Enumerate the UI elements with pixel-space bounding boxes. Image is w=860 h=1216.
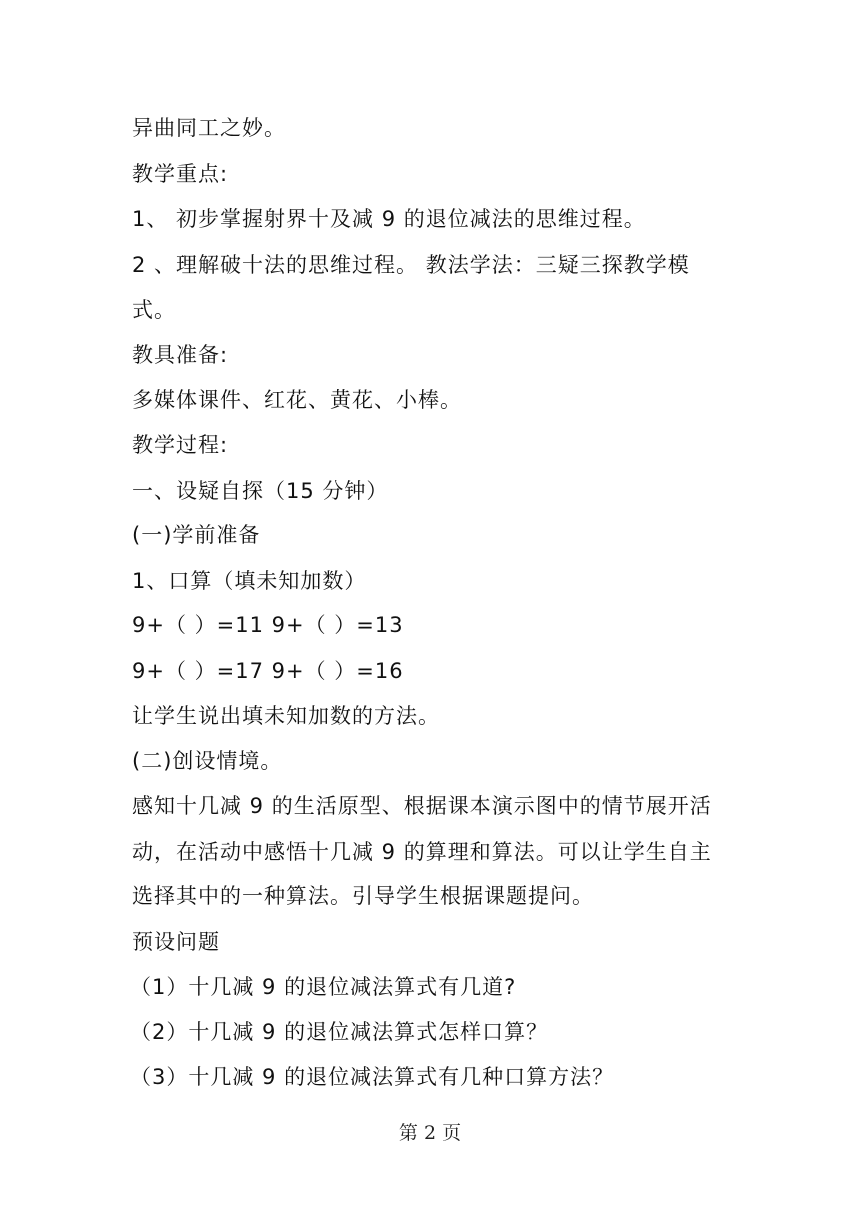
section-heading: 预设问题 <box>132 930 220 954</box>
subsection-heading: (二)创设情境。 <box>132 749 283 773</box>
question-item: （3）十几减 9 的退位减法算式有几种口算方法？ <box>130 1065 615 1089</box>
list-item: 1、口算（填未知加数） <box>132 569 367 593</box>
section-heading: 教学过程: <box>132 433 229 457</box>
paragraph-line: 感知十几减 9 的生活原型、根据课本演示图中的情节展开活 <box>132 794 712 818</box>
section-heading: 教具准备: <box>132 343 229 367</box>
page-number: 第 2 页 <box>398 1122 462 1144</box>
section-heading: 教学重点: <box>132 162 229 186</box>
text-line: 式。 <box>132 298 176 322</box>
equation-line: 9+（ ）=11 9+（ ）=13 <box>132 613 404 637</box>
section-heading: 一、设疑自探（15 分钟） <box>132 479 389 503</box>
subsection-heading: (一)学前准备 <box>132 523 261 547</box>
question-item: （2）十几减 9 的退位减法算式怎样口算？ <box>130 1020 549 1044</box>
paragraph-line: 选择其中的一种算法。引导学生根据课题提问。 <box>132 884 594 908</box>
list-item: 2 、理解破十法的思维过程。 教法学法：三疑三探教学模 <box>132 253 690 277</box>
equation-line: 9+（ ）=17 9+（ ）=16 <box>132 659 404 683</box>
text-line: 让学生说出填未知加数的方法。 <box>132 704 440 728</box>
text-line: 异曲同工之妙。 <box>132 116 286 140</box>
text-line: 多媒体课件、红花、黄花、小棒。 <box>132 388 462 412</box>
question-item: （1）十几减 9 的退位减法算式有几道? <box>130 975 517 999</box>
list-item: 1、 初步掌握射界十及减 9 的退位减法的思维过程。 <box>132 207 646 231</box>
paragraph-line: 动，在活动中感悟十几减 9 的算理和算法。可以让学生自主 <box>132 840 712 864</box>
